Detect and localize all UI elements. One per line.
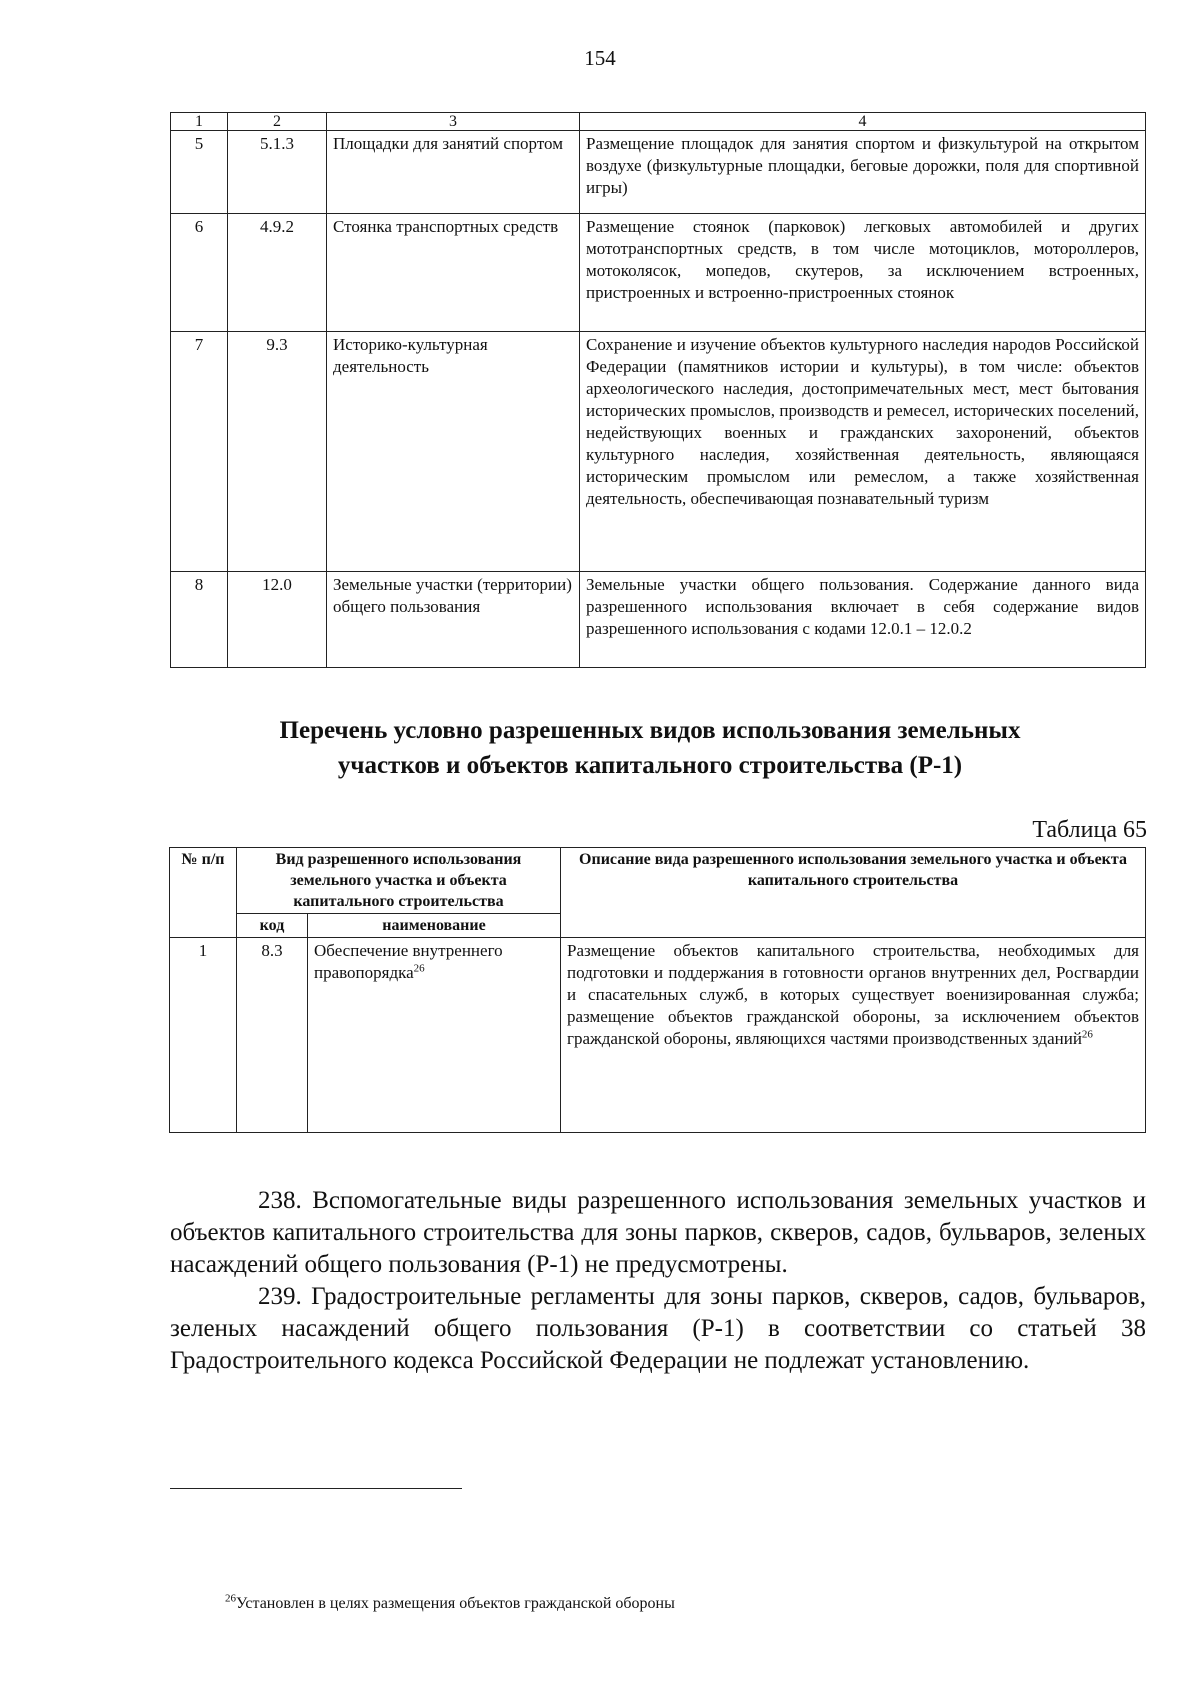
row-number: 6 xyxy=(171,214,228,332)
table-conditional-uses xyxy=(169,847,1146,1133)
row-code: 8.3 xyxy=(237,938,308,1133)
table-permitted-uses-continued xyxy=(170,112,1146,668)
row-name: Площадки для занятий спортом xyxy=(327,131,580,214)
table-row xyxy=(171,214,1146,332)
footnote-reference: 26 xyxy=(413,962,425,975)
row-number: 8 xyxy=(171,572,228,668)
column-number-3: 3 xyxy=(327,113,580,131)
row-name-cell xyxy=(308,938,561,1133)
header-name: наименование xyxy=(308,914,561,938)
row-name: Историко-культурная деятельность xyxy=(327,332,580,572)
table-row xyxy=(171,131,1146,214)
column-number-2: 2 xyxy=(228,113,327,131)
table-row xyxy=(171,332,1146,572)
header-code: код xyxy=(237,914,308,938)
body-text xyxy=(170,1185,1146,1377)
table-header-row xyxy=(171,113,1146,131)
row-description: Размещение стоянок (парковок) легковых автомобилей и других мототранспортных средств, в том числе мотоциклов, мотороллеров, мотоколясок, мопедов, скутеров, за исключением встроенных, пристроенных и встроенно-пристроенных стоянок xyxy=(580,214,1146,332)
page-number: 154 xyxy=(584,46,616,70)
row-description-cell xyxy=(561,938,1146,1133)
column-number-1: 1 xyxy=(171,113,228,131)
paragraph-238: 238. Вспомогательные виды разрешенного использования земельных участков и объектов капитального строительства для зоны парков, скверов, садов, бульваров, зеленых насаждений общего пользования (Р-1) не предусмотрены. xyxy=(170,1187,1146,1278)
row-code: 12.0 xyxy=(228,572,327,668)
row-description: Размещение площадок для занятия спортом и физкультурой на открытом воздухе (физкультурные площадки, беговые дорожки, поля для спортивной игры) xyxy=(580,131,1146,214)
row-code: 4.9.2 xyxy=(228,214,327,332)
section-title-line: Перечень условно разрешенных видов использования земельных xyxy=(279,717,1021,744)
paragraph-239: 239. Градостроительные регламенты для зоны парков, скверов, садов, бульваров, зеленых насаждений общего пользования (Р-1) в соответствии со статьей 38 Градостроительного кодекса Российской Федерации не подлежат установлению. xyxy=(170,1283,1146,1374)
row-description: Сохранение и изучение объектов культурного наследия народов Российской Федерации (памятников истории и культуры), в том числе: объектов археологического наследия, достопримечательных мест, мест бытования исторических промыслов, производств и ремесел, исторических поселений, недействующих военных и гражданских захоронений, объектов культурного наследия, хозяйственная деятельность, являющаяся историческим промыслом или ремеслом, а также хозяйственная деятельность, обеспечивающая познавательный туризм xyxy=(580,332,1146,572)
row-name: Стоянка транспортных средств xyxy=(327,214,580,332)
row-description: Земельные участки общего пользования. Содержание данного вида разрешенного использования включает в себя содержание видов разрешенного использования с кодами 12.0.1 – 12.0.2 xyxy=(580,572,1146,668)
footnote-divider xyxy=(170,1488,462,1489)
header-description: Описание вида разрешенного использования земельного участка и объекта капитального строительства xyxy=(561,848,1146,938)
footnote-reference: 26 xyxy=(1081,1028,1093,1041)
footnote-text: Установлен в целях размещения объектов гражданской обороны xyxy=(236,1595,675,1612)
section-title xyxy=(150,713,1150,783)
table-label: Таблица 65 xyxy=(1032,817,1147,843)
row-number: 1 xyxy=(170,938,237,1133)
row-code: 9.3 xyxy=(228,332,327,572)
row-number: 7 xyxy=(171,332,228,572)
table-row xyxy=(171,572,1146,668)
header-use-kind: Вид разрешенного использования земельного участка и объекта капитального строительства xyxy=(237,848,561,914)
footnote-marker: 26 xyxy=(225,1592,236,1605)
row-name: Обеспечение внутреннего правопорядка xyxy=(314,941,503,982)
row-description: Размещение объектов капитального строительства, необходимых для подготовки и поддержания в готовности органов внутренних дел, Росгвардии и спасательных служб, в которых существует военизированная служба; размещение объектов гражданской обороны, за исключением объектов гражданской обороны, являющихся частями производственных зданий xyxy=(567,941,1139,1048)
section-title-line: участков и объектов капитального строительства (Р-1) xyxy=(337,752,963,779)
row-name: Земельные участки (территории) общего пользования xyxy=(327,572,580,668)
table-header-row xyxy=(170,848,1146,914)
footnote xyxy=(225,1592,675,1613)
table-row xyxy=(170,938,1146,1133)
row-code: 5.1.3 xyxy=(228,131,327,214)
row-number: 5 xyxy=(171,131,228,214)
header-row-number: № п/п xyxy=(170,848,237,938)
column-number-4: 4 xyxy=(580,113,1146,131)
